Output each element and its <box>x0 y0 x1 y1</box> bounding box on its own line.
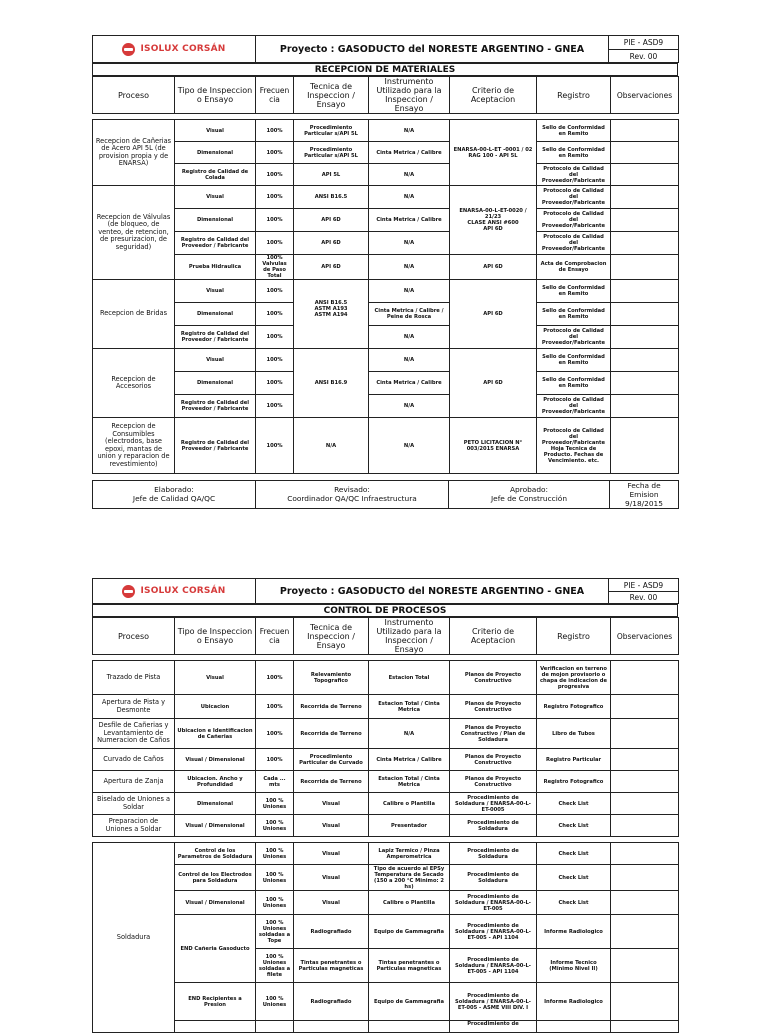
tec-cell: Tintas penetrantes o Particulas magneticas <box>294 949 369 983</box>
table-row <box>93 749 679 771</box>
reg-cell: Check List <box>537 793 611 815</box>
document-code: PIE - ASD9 <box>609 36 679 50</box>
column-headers <box>93 618 679 655</box>
tipo-cell: Dimensional <box>175 209 256 232</box>
reg-cell: Protocolo de Calidad del Proveedor/Fabricante <box>537 326 611 349</box>
col-tipo: Tipo de Inspeccion o Ensayo <box>175 618 256 655</box>
frec-cell: 100% <box>256 120 294 142</box>
reg-cell: Sello de Conformidad en Remito <box>537 280 611 303</box>
table-row <box>93 771 679 793</box>
tec-cell: Recorrida de Terreno <box>294 771 369 793</box>
obs-cell <box>611 915 679 949</box>
inst-cell: Estacion Total <box>369 661 450 695</box>
frec-cell: 100% <box>256 303 294 326</box>
tipo-cell: Control de los Parametros de Soldadura <box>175 843 256 865</box>
reg-cell: Sello de Conformidad en Remito <box>537 349 611 372</box>
frec-cell: 100% Valvulas de Paso Total <box>256 255 294 280</box>
tipo-cell: Visual / Dimensional <box>175 891 256 915</box>
frec-cell: 100 % Uniones soldadas a Tope <box>256 915 294 949</box>
col-instrumento: Instrumento Utilizado para la Inspeccion / Ensayo <box>369 77 450 114</box>
frec-cell: 100 % Uniones <box>256 865 294 891</box>
tec-cell: Visual <box>294 793 369 815</box>
crit-cell: Procedimiento de Soldadura / ENARSA-00-L-ET-005 - API 1104 <box>450 949 537 983</box>
tec-cell: API 6D <box>294 209 369 232</box>
reg-cell: Verificacion en terreno de mojon provisorio o chapa de indicacion de progresiva <box>537 661 611 695</box>
tipo-cell: Registro de Calidad del Proveedor / Fabricante <box>175 418 256 474</box>
col-proceso: Proceso <box>93 618 175 655</box>
proceso-cell: Trazado de Pista <box>93 661 175 695</box>
frec-cell: 100% <box>256 661 294 695</box>
tec-cell: Procedimiento Particular s/API 5L <box>294 142 369 164</box>
frec-cell: 100 % Uniones <box>256 983 294 1021</box>
tec-cell: N/A <box>294 418 369 474</box>
obs-cell <box>611 164 679 186</box>
reg-cell: Informe Tecnico (Minimo Nivel II) <box>537 949 611 983</box>
project-title: Proyecto : GASODUCTO del NORESTE ARGENTINO - GNEA <box>256 36 609 63</box>
inst-cell: Tipo de acuerdo al EPSy Temperatura de Secado (150 a 200 °C Minimo: 2 hs) <box>369 865 450 891</box>
table-row <box>93 793 679 815</box>
inst-cell: N/A <box>369 186 450 209</box>
table-row <box>93 815 679 837</box>
table-row <box>93 1021 679 1033</box>
table-row <box>93 891 679 915</box>
obs-cell <box>611 949 679 983</box>
frec-cell: 100% <box>256 142 294 164</box>
proceso-cell: Preparacion de Uniones a Soldar <box>93 815 175 837</box>
inst-cell: Cinta Metrica / Calibre <box>369 749 450 771</box>
inst-cell: Estacion Total / Cinta Metrica <box>369 695 450 719</box>
inst-cell: Equipo de Gammagrafia <box>369 983 450 1021</box>
frec-cell: 100% <box>256 418 294 474</box>
revisado-cell: Revisado: Coordinador QA/QC Infraestructura <box>256 480 449 508</box>
obs-cell <box>611 793 679 815</box>
tec-cell: Visual <box>294 815 369 837</box>
frec-cell: 100% <box>256 232 294 255</box>
proceso-cell: Biselado de Uniones a Soldar <box>93 793 175 815</box>
tipo-cell: Visual <box>175 349 256 372</box>
obs-cell <box>611 695 679 719</box>
obs-cell <box>611 255 679 280</box>
tipo-cell: Dimensional <box>175 793 256 815</box>
crit-cell: API 6D <box>450 255 537 280</box>
proceso-cell: Recepcion de Accesorios <box>93 349 175 418</box>
inst-cell: N/A <box>369 326 450 349</box>
tipo-cell: Ubicacion <box>175 695 256 719</box>
tipo-cell: Registro de Calidad del Proveedor / Fabricante <box>175 326 256 349</box>
project-title: Proyecto : GASODUCTO del NORESTE ARGENTINO - GNEA <box>256 579 609 604</box>
proceso-cell: Soldadura <box>93 843 175 1033</box>
obs-cell <box>611 749 679 771</box>
revision: Rev. 00 <box>609 592 679 604</box>
inst-cell: N/A <box>369 255 450 280</box>
reg-cell: Acta de Comprobacion de Ensayo <box>537 255 611 280</box>
crit-cell: Planos de Proyecto Constructivo <box>450 661 537 695</box>
reg-cell <box>537 1021 611 1033</box>
tipo-cell: END Recipientes a Presion <box>175 983 256 1021</box>
inst-cell: N/A <box>369 120 450 142</box>
inst-cell: N/A <box>369 395 450 418</box>
crit-cell: API 6D <box>450 280 537 349</box>
tec-cell: Relevamiento Topografico <box>294 661 369 695</box>
tipo-cell: Dimensional <box>175 372 256 395</box>
logo: ISOLUX CORSÁN <box>93 36 256 63</box>
obs-cell <box>611 843 679 865</box>
col-registro: Registro <box>537 618 611 655</box>
table-row <box>93 843 679 865</box>
tipo-cell: Registro de Calidad del Proveedor / Fabricante <box>175 232 256 255</box>
inst-cell: Tintas penetrantes o Particulas magneticas <box>369 949 450 983</box>
signature-table <box>92 480 679 509</box>
table-row <box>93 303 679 326</box>
document-code: PIE - ASD9 <box>609 579 679 592</box>
crit-cell: Procedimiento de Soldadura <box>450 843 537 865</box>
reg-cell: Protocolo de Calidad del Proveedor/Fabricante <box>537 186 611 209</box>
frec-cell: 100% <box>256 372 294 395</box>
reg-cell: Registro Particular <box>537 749 611 771</box>
header-table <box>92 578 679 604</box>
isolux-logo-icon <box>122 43 135 56</box>
elaborado-cell: Elaborado: Jefe de Calidad QA/QC <box>93 480 256 508</box>
reg-cell: Libro de Tubos <box>537 719 611 749</box>
table-row <box>93 418 679 474</box>
fecha-cell: Fecha de Emision 9/18/2015 <box>610 480 679 508</box>
obs-cell <box>611 418 679 474</box>
inst-cell: Cinta Metrica / Calibre / Peine de Rosca <box>369 303 450 326</box>
section-title: RECEPCION DE MATERIALES <box>93 64 678 76</box>
tipo-cell: Dimensional <box>175 142 256 164</box>
tipo-cell: Visual <box>175 661 256 695</box>
sheet-control-procesos <box>92 578 678 1033</box>
tec-cell: Procedimiento Particular s/API 5L <box>294 120 369 142</box>
table-row <box>93 164 679 186</box>
tipo-cell: Ubicacion. Ancho y Profundidad <box>175 771 256 793</box>
inst-cell: N/A <box>369 719 450 749</box>
tipo-cell: Control de los Electrodos para Soldadura <box>175 865 256 891</box>
frec-cell: 100% <box>256 209 294 232</box>
col-tecnica: Tecnica de Inspeccion / Ensayo <box>294 77 369 114</box>
proceso-cell: Curvado de Caños <box>93 749 175 771</box>
table-row <box>93 326 679 349</box>
frec-cell: 100% <box>256 164 294 186</box>
tec-cell: Visual <box>294 891 369 915</box>
tec-cell: Radiografiado <box>294 915 369 949</box>
reg-cell: Sello de Conformidad en Remito <box>537 372 611 395</box>
reg-cell: Informe Radiologico <box>537 915 611 949</box>
tipo-cell: END Cañeria Gasoducto <box>175 915 256 983</box>
obs-cell <box>611 120 679 142</box>
table-row <box>93 255 679 280</box>
table-row <box>93 983 679 1021</box>
processes-table <box>92 617 679 1033</box>
obs-cell <box>611 865 679 891</box>
col-criterio: Criterio de Aceptacion <box>450 77 537 114</box>
tec-cell: Radiografiado <box>294 983 369 1021</box>
table-row <box>93 695 679 719</box>
proceso-cell: Recepcion de Válvulas (de bloqueo, de venteo, de retencion, de presurizacion, de seguridad) <box>93 186 175 280</box>
crit-cell: Procedimiento de <box>450 1021 537 1033</box>
tec-cell: Recorrida de Terreno <box>294 719 369 749</box>
table-row <box>93 232 679 255</box>
tec-cell: API 6D <box>294 232 369 255</box>
crit-cell: Planos de Proyecto Constructivo <box>450 771 537 793</box>
obs-cell <box>611 303 679 326</box>
table-row <box>93 120 679 142</box>
obs-cell <box>611 891 679 915</box>
reg-cell: Registro Fotografico <box>537 695 611 719</box>
tec-cell: ANSI B16.5 ASTM A193 ASTM A194 <box>294 280 369 349</box>
col-observaciones: Observaciones <box>611 618 679 655</box>
obs-cell <box>611 280 679 303</box>
col-observaciones: Observaciones <box>611 77 679 114</box>
table-row <box>93 209 679 232</box>
obs-cell <box>611 142 679 164</box>
reg-cell: Sello de Conformidad en Remito <box>537 120 611 142</box>
frec-cell: 100% <box>256 395 294 418</box>
tipo-cell: Prueba Hidraulica <box>175 255 256 280</box>
reg-cell: Check List <box>537 843 611 865</box>
sheet-recepcion-materiales <box>92 35 678 509</box>
crit-cell: Procedimiento de Soldadura <box>450 865 537 891</box>
reg-cell: Protocolo de Calidad del Proveedor/Fabricante <box>537 232 611 255</box>
proceso-cell: Recepcion de Consumibles (electrodos, base epoxi, mantas de union y reparacion de revestimiento) <box>93 418 175 474</box>
frec-cell: 100% <box>256 749 294 771</box>
col-proceso: Proceso <box>93 77 175 114</box>
frec-cell: Cada ... mts <box>256 771 294 793</box>
reg-cell: Protocolo de Calidad del Proveedor/Fabricante <box>537 164 611 186</box>
proceso-cell: Recepcion de Bridas <box>93 280 175 349</box>
crit-cell: Procedimiento de Soldadura / ENARSA-00-L-ET-005 - ASME VIII DIV. I <box>450 983 537 1021</box>
obs-cell <box>611 815 679 837</box>
inst-cell: Equipo de Gammagrafia <box>369 915 450 949</box>
frec-cell: 100 % Uniones <box>256 793 294 815</box>
aprobado-cell: Aprobado: Jefe de Construcción <box>449 480 610 508</box>
inst-cell: N/A <box>369 164 450 186</box>
table-row <box>93 395 679 418</box>
frec-cell <box>256 1021 294 1033</box>
reg-cell: Check List <box>537 865 611 891</box>
tec-cell: API 5L <box>294 164 369 186</box>
crit-cell: Procedimiento de Soldadura / ENARSA-00-L-ET-005 - API 1104 <box>450 915 537 949</box>
col-instrumento: Instrumento Utilizado para la Inspeccion / Ensayo <box>369 618 450 655</box>
col-frecuencia: Frecuencia <box>256 77 294 114</box>
obs-cell <box>611 661 679 695</box>
crit-cell: Planos de Proyecto Constructivo <box>450 695 537 719</box>
isolux-logo-icon <box>122 585 135 598</box>
table-row <box>93 186 679 209</box>
reg-cell: Check List <box>537 815 611 837</box>
tec-cell: Procedimiento Particular de Curvado <box>294 749 369 771</box>
tipo-cell: Registro de Calidad del Proveedor / Fabricante <box>175 395 256 418</box>
obs-cell <box>611 209 679 232</box>
reg-cell: Registro Fotografico <box>537 771 611 793</box>
obs-cell <box>611 232 679 255</box>
logo: ISOLUX CORSÁN <box>93 579 256 604</box>
inst-cell: N/A <box>369 232 450 255</box>
reg-cell: Check List <box>537 891 611 915</box>
inst-cell: Cinta Metrica / Calibre <box>369 209 450 232</box>
tipo-cell: Visual / Dimensional <box>175 815 256 837</box>
col-criterio: Criterio de Aceptacion <box>450 618 537 655</box>
reg-cell: Protocolo de Calidad del Proveedor/Fabricante <box>537 209 611 232</box>
reg-cell: Sello de Conformidad en Remito <box>537 142 611 164</box>
inst-cell: N/A <box>369 418 450 474</box>
frec-cell: 100% <box>256 695 294 719</box>
inst-cell: Cinta Metrica / Calibre <box>369 142 450 164</box>
tec-cell: ANSI B16.5 <box>294 186 369 209</box>
table-row <box>93 865 679 891</box>
reg-cell: Informe Radiologico <box>537 983 611 1021</box>
col-frecuencia: Frecuencia <box>256 618 294 655</box>
inst-cell <box>369 1021 450 1033</box>
inst-cell: Presentador <box>369 815 450 837</box>
tec-cell: Recorrida de Terreno <box>294 695 369 719</box>
frec-cell: 100 % Uniones <box>256 891 294 915</box>
inst-cell: Cinta Metrica / Calibre <box>369 372 450 395</box>
obs-cell <box>611 326 679 349</box>
table-row <box>93 915 679 949</box>
tec-cell: Visual <box>294 865 369 891</box>
inst-cell: Lapiz Termico / Pinza Amperometrica <box>369 843 450 865</box>
proceso-cell: Recepcion de Cañerias de Acero API 5L (de provision propia y de ENARSA) <box>93 120 175 186</box>
col-tecnica: Tecnica de Inspeccion / Ensayo <box>294 618 369 655</box>
obs-cell <box>611 719 679 749</box>
crit-cell: ENARSA-00-L-ET -0001 / 02 RAG 100 - API 5L <box>450 120 537 186</box>
obs-cell <box>611 395 679 418</box>
tipo-cell: Visual <box>175 186 256 209</box>
crit-cell: ENARSA-00-L-ET-0020 / 21/23 CLASE ANSI #600 API 6D <box>450 186 537 255</box>
tipo-cell: Registro de Calidad de Colada <box>175 164 256 186</box>
header-table <box>92 35 679 63</box>
proceso-cell: Apertura de Zanja <box>93 771 175 793</box>
obs-cell <box>611 372 679 395</box>
obs-cell <box>611 186 679 209</box>
frec-cell: 100% <box>256 349 294 372</box>
inst-cell: N/A <box>369 349 450 372</box>
frec-cell: 100% <box>256 186 294 209</box>
table-row <box>93 719 679 749</box>
tipo-cell: Visual <box>175 120 256 142</box>
tipo-cell: Visual / Dimensional <box>175 749 256 771</box>
frec-cell: 100 % Uniones soldadas a filete <box>256 949 294 983</box>
obs-cell <box>611 349 679 372</box>
frec-cell: 100 % Uniones <box>256 815 294 837</box>
inst-cell: Estacion Total / Cinta Metrica <box>369 771 450 793</box>
obs-cell <box>611 983 679 1021</box>
crit-cell: PETO LICITACION N° 003/2015 ENARSA <box>450 418 537 474</box>
column-headers <box>93 77 679 114</box>
tipo-cell: Dimensional <box>175 303 256 326</box>
tipo-cell: Visual <box>175 280 256 303</box>
inst-cell: Calibre o Plantilla <box>369 793 450 815</box>
col-tipo: Tipo de Inspeccion o Ensayo <box>175 77 256 114</box>
tec-cell <box>294 1021 369 1033</box>
frec-cell: 100% <box>256 326 294 349</box>
inst-cell: Calibre o Plantilla <box>369 891 450 915</box>
table-row <box>93 349 679 372</box>
table-row <box>93 142 679 164</box>
frec-cell: 100% <box>256 280 294 303</box>
inst-cell: N/A <box>369 280 450 303</box>
crit-cell: Procedimiento de Soldadura <box>450 815 537 837</box>
frec-cell: 100% <box>256 719 294 749</box>
reg-cell: Protocolo de Calidad del Proveedor/Fabricante <box>537 395 611 418</box>
reg-cell: Sello de Conformidad en Remito <box>537 303 611 326</box>
reg-cell: Protocolo de Calidad del Proveedor/Fabricante Hoja Tecnica de Producto. Fechas de Vencimiento. etc. <box>537 418 611 474</box>
col-registro: Registro <box>537 77 611 114</box>
tec-cell: API 6D <box>294 255 369 280</box>
proceso-cell: Apertura de Pista y Desmonte <box>93 695 175 719</box>
crit-cell: Planos de Proyecto Constructivo <box>450 749 537 771</box>
tipo-cell: Ubicacion e Identificacion de Cañerias <box>175 719 256 749</box>
tec-cell: Visual <box>294 843 369 865</box>
section-title: CONTROL DE PROCESOS <box>93 605 678 617</box>
crit-cell: Planos de Proyecto Constructivo / Plan de Soldadura <box>450 719 537 749</box>
crit-cell: Procedimiento de Soldadura / ENARSA-00-L-ET-005 <box>450 891 537 915</box>
materials-table <box>92 76 679 480</box>
tipo-cell <box>175 1021 256 1033</box>
table-row <box>93 661 679 695</box>
frec-cell: 100 % Uniones <box>256 843 294 865</box>
table-row <box>93 372 679 395</box>
revision: Rev. 00 <box>609 50 679 63</box>
crit-cell: Procedimiento de Soldadura / ENARSA-00-L-ET-0005 <box>450 793 537 815</box>
proceso-cell: Desfile de Cañerias y Levantamiento de Numeracion de Caños <box>93 719 175 749</box>
obs-cell <box>611 771 679 793</box>
table-row <box>93 280 679 303</box>
tec-cell: ANSI B16.9 <box>294 349 369 418</box>
obs-cell <box>611 1021 679 1033</box>
crit-cell: API 6D <box>450 349 537 418</box>
